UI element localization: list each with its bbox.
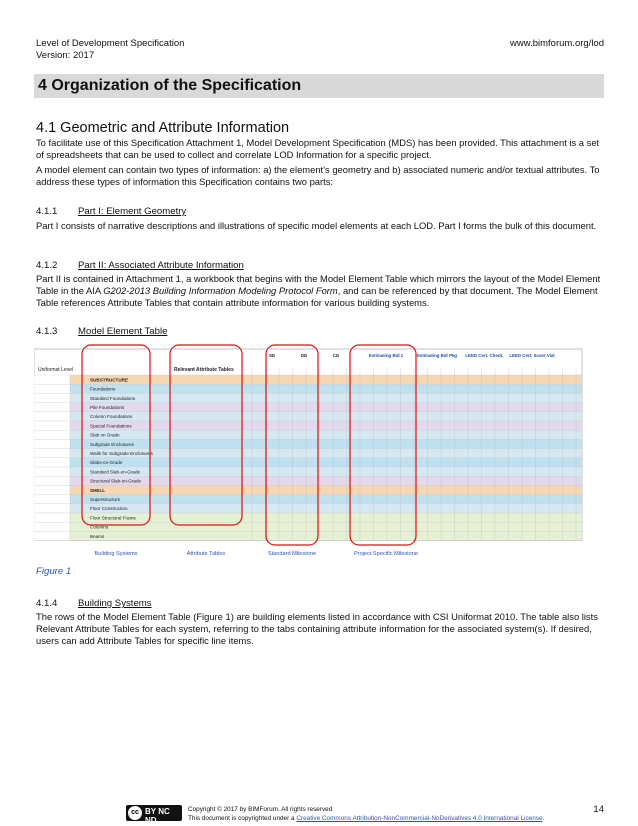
copyright-notice: Copyright © 2017 by BIMForum. All rights reserved (188, 806, 333, 813)
heading-number: 4.1.1 (36, 206, 58, 217)
table-row (70, 467, 582, 476)
paragraph-4-1-b: A model element can contain two types of information: a) the element’s geometry and b) associated numeric and/or textual attributes. To address these types of information this Specification contains two parts: (36, 164, 600, 187)
heading-text: Building Systems (78, 598, 152, 609)
row-label: Foundations (90, 386, 116, 392)
milestone-group-header: CD (332, 353, 340, 358)
table-row (70, 393, 582, 402)
table-row (70, 495, 582, 504)
paragraph-4-1-a: To facilitate use of this Specification Attachment 1, Model Development Specification (MDS) has been provided. This attachment is a set of spreadsheets that can be used to collect and correlate LOD Information for a specific project. (36, 137, 600, 160)
doc-title: Level of Development Specification (36, 38, 185, 49)
row-label: Column Foundations (90, 414, 133, 420)
row-code-cell (34, 495, 70, 504)
license-text-end: . (542, 815, 545, 822)
row-code-cell (34, 439, 70, 448)
row-label: SUBSTRUCTURE (90, 377, 129, 383)
row-code-cell (34, 513, 70, 522)
callout-label: Building Systems (94, 551, 138, 557)
cc-icon: cc (128, 806, 142, 820)
row-label: Beams (90, 533, 105, 539)
column-header: Uniformat Level (38, 367, 74, 373)
table-row (70, 458, 582, 467)
running-header (36, 38, 184, 62)
heading-4-1-1 (36, 206, 186, 217)
row-code-cell (34, 393, 70, 402)
doc-version: Version: 2017 (36, 50, 95, 61)
milestone-group-header: LEED Cert. Score Vial (509, 353, 555, 358)
row-code-cell (34, 476, 70, 485)
row-code-cell (34, 421, 70, 430)
paragraph-4-1-4: The rows of the Model Element Table (Figure 1) are building elements listed in accordance with CSI Uniformat 2010. The table also lists Relevant Attribute Tables for each system, referring to the tabs containing attribute information for the associated system(s). If desired, users can add Attribute Tables for specific line items. (36, 611, 598, 646)
license-text: This document is copyrighted under a (188, 815, 297, 822)
heading-4-1-4 (36, 598, 152, 609)
header-url-link[interactable]: www.bimforum.org/lod (510, 38, 604, 49)
section-title: 4 Organization of the Specification (38, 77, 302, 94)
callout-label: Attribute Tables (186, 551, 226, 557)
heading-text: Part II: Associated Attribute Information (78, 260, 244, 271)
row-label: Special Foundations (90, 423, 132, 429)
row-label: Superstructure (90, 497, 121, 502)
row-code-cell (34, 485, 70, 494)
heading-number: 4.1.4 (36, 598, 58, 609)
heading-4-1-3 (36, 326, 167, 337)
heading-number: 4.1.3 (36, 326, 58, 337)
row-code-cell (34, 384, 70, 393)
row-code-cell (34, 531, 70, 540)
table-row (70, 513, 582, 522)
row-label: Structural Slab-on-Grade (90, 478, 142, 484)
row-code-cell (34, 458, 70, 467)
row-label: Subgrade Enclosures (90, 441, 134, 447)
model-element-table-figure (34, 343, 604, 560)
heading-text: Part I: Element Geometry (78, 206, 187, 217)
row-code-cell (34, 449, 70, 458)
table-row (70, 403, 582, 412)
table-row (70, 504, 582, 513)
row-label: Standard Foundations (90, 395, 136, 401)
aia-form-title: G202-2013 Building Information Modeling Protocol Form (103, 285, 338, 296)
row-label: Floor Construction (90, 506, 128, 512)
page-number: 14 (593, 804, 604, 815)
license-link[interactable]: Creative Commons Attribution-NonCommercial-NoDerivatives 4.0 International License (296, 815, 543, 822)
table-row (70, 476, 582, 485)
heading-number: 4.1.2 (36, 260, 58, 271)
column-header: Relevant Attribute Tables (174, 367, 234, 373)
row-code-cell (34, 504, 70, 513)
table-row (70, 485, 582, 494)
paragraph-4-1-2 (36, 273, 606, 309)
row-code-cell (34, 403, 70, 412)
row-label: SHELL (90, 487, 106, 493)
paragraph-4-1-1: Part I consists of narrative descriptions and illustrations of specific model elements at each LOD. Part I forms the bulk of this document. (36, 220, 597, 231)
table-row (70, 412, 582, 421)
row-code-cell (34, 412, 70, 421)
cc-license-code: BY NC ND (145, 807, 170, 825)
row-label: Slabs-on-Grade (90, 460, 123, 466)
row-label: Walls for Subgrade Enclosures (90, 451, 153, 456)
table-row (70, 439, 582, 448)
creative-commons-badge (126, 805, 182, 825)
section-heading-bar (34, 74, 604, 98)
row-code-cell (34, 467, 70, 476)
license-notice (188, 814, 544, 823)
footer-text (188, 805, 544, 823)
milestone-group-header: Estimating Bid Pkg (416, 353, 458, 358)
milestone-group-header: SD (268, 353, 276, 358)
figure-caption: Figure 1 (36, 566, 72, 577)
milestone-group-header: DD (300, 353, 308, 358)
row-label: Standard Slab-on-Grade (90, 469, 141, 475)
row-label: Columns (90, 524, 109, 530)
milestone-group-header: LEED Cert. Check (465, 353, 503, 358)
spreadsheet-image (34, 349, 582, 541)
row-code-cell (34, 522, 70, 531)
table-row (70, 384, 582, 393)
heading-4-1-2 (36, 260, 244, 271)
row-label: Slab on Grade (90, 432, 120, 438)
paragraph-text: , and can be referenced by that document. The Model Element Table references Attribute Tables that contain attribute information for various building systems. (36, 285, 598, 308)
row-label: Pile Foundations (90, 405, 125, 410)
row-code-cell (34, 375, 70, 384)
table-row (70, 430, 582, 439)
row-label: Floor Structural Frame (90, 515, 136, 521)
table-row (70, 375, 582, 384)
table-row (70, 531, 582, 540)
callout-label: Standard Milestone (267, 551, 317, 557)
heading-text: Model Element Table (78, 326, 168, 337)
paragraph-text: Part II is contained in Attachment 1, a workbook that begins with the Model Element Table which mirrors the layout of the Model Element Table in the AIA (36, 273, 601, 296)
heading-4-1: 4.1 Geometric and Attribute Information (36, 120, 290, 136)
table-row (70, 421, 582, 430)
milestone-group-header: Estimating Bid 1 (368, 353, 404, 358)
row-code-cell (34, 430, 70, 439)
callout-label: Project Specific Milestone (353, 551, 419, 557)
